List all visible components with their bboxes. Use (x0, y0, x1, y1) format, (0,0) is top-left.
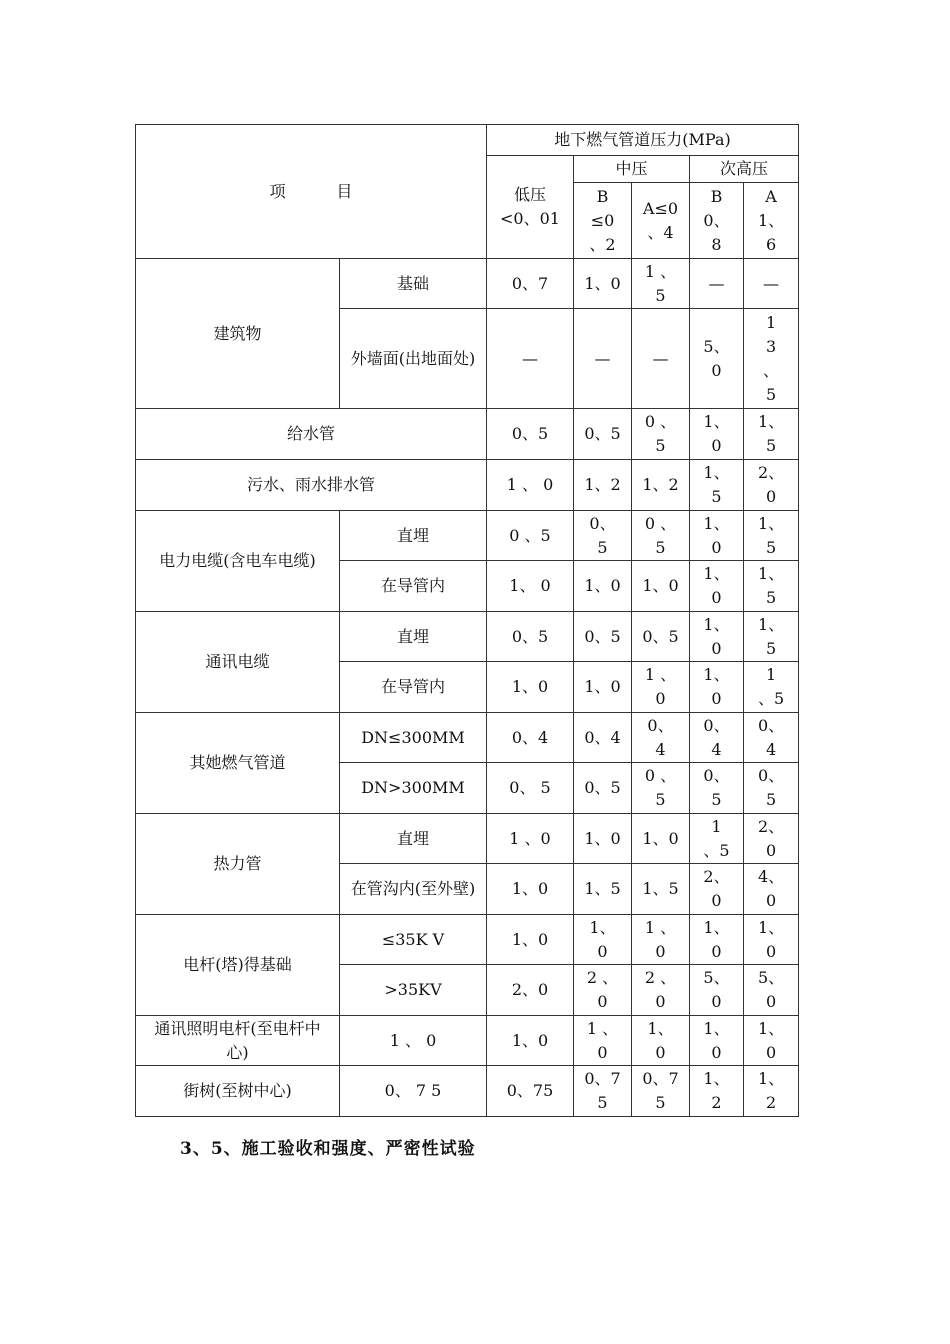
category-cell: 电力电缆(含电车电缆) (136, 511, 340, 612)
value-cell: 2 、 0 (632, 965, 690, 1016)
value-cell: 1、 0 (690, 612, 744, 662)
category-cell: 街树(至树中心) (136, 1066, 340, 1117)
value-cell: 1 、 0 (340, 1016, 487, 1066)
value-cell: 0、5 (487, 612, 574, 662)
value-cell: 0、 5 (487, 763, 574, 814)
value-cell: 1、0 (487, 864, 574, 915)
table-row (136, 814, 799, 864)
value-cell: — (632, 309, 690, 409)
value-cell: 5、 0 (690, 965, 744, 1016)
value-cell: 1 、 0 (632, 915, 690, 965)
category-cell: 通讯照明电杆(至电杆中心) (136, 1016, 340, 1066)
category-cell: 电杆(塔)得基础 (136, 915, 340, 1016)
value-cell: 1、0 (574, 662, 632, 713)
category-cell: 热力管 (136, 814, 340, 915)
value-cell: 0、 5 (744, 763, 799, 814)
value-cell: 0 、 5 (632, 409, 690, 460)
value-cell: 2、 0 (690, 864, 744, 915)
value-cell: 1、 5 (744, 561, 799, 612)
value-cell: 5、 0 (690, 309, 744, 409)
value-cell: 0、 4 (744, 713, 799, 763)
sub-high-b-header: B 0、 8 (690, 183, 744, 259)
value-cell: 1、 0 (487, 561, 574, 612)
clearance-table (135, 124, 799, 1117)
value-cell: 0、 4 (690, 713, 744, 763)
table-row (136, 409, 799, 460)
table-row (136, 612, 799, 662)
value-cell: 1、 0 (690, 409, 744, 460)
value-cell: 2、 0 (744, 460, 799, 511)
value-cell: 0、4 (487, 713, 574, 763)
value-cell: 1、 2 (744, 1066, 799, 1117)
value-cell: 1 、5 (744, 662, 799, 713)
value-cell: 1 、 0 (487, 460, 574, 511)
value-cell: 1 、5 (690, 814, 744, 864)
category-cell: 污水、雨水排水管 (136, 460, 487, 511)
value-cell: 1、0 (487, 1016, 574, 1066)
value-cell: 1、 0 (690, 1016, 744, 1066)
medium-b-header: B ≤0 、2 (574, 183, 632, 259)
value-cell: 2 、 0 (574, 965, 632, 1016)
value-cell: 0、5 (487, 409, 574, 460)
value-cell: 0、 5 (690, 763, 744, 814)
sub-item-cell: DN>300MM (340, 763, 487, 814)
pressure-header: 地下燃气管道压力(MPa) (487, 125, 799, 156)
table-row (136, 460, 799, 511)
value-cell: 4、 0 (744, 864, 799, 915)
table-row (136, 713, 799, 763)
table-row (136, 259, 799, 309)
value-cell: 5、 0 (744, 965, 799, 1016)
sub-item-cell: >35KV (340, 965, 487, 1016)
value-cell: — (574, 309, 632, 409)
sub-item-cell: DN≤300MM (340, 713, 487, 763)
value-cell: 1 、 5 (632, 259, 690, 309)
sub-item-cell: 在导管内 (340, 561, 487, 612)
value-cell: 1、 5 (690, 460, 744, 511)
value-cell: 1、 0 (632, 1016, 690, 1066)
value-cell: 1、0 (632, 561, 690, 612)
sub-item-cell: 直埋 (340, 612, 487, 662)
value-cell: 1、0 (574, 814, 632, 864)
sub-item-cell: 在导管内 (340, 662, 487, 713)
value-cell: 0、 5 (574, 511, 632, 561)
low-pressure-header: 低压 <0、01 (487, 156, 574, 259)
medium-pressure-header: 中压 (574, 156, 690, 183)
value-cell: 1、 5 (744, 511, 799, 561)
sub-item-cell: 直埋 (340, 511, 487, 561)
table-row (136, 511, 799, 561)
sub-item-cell: 基础 (340, 259, 487, 309)
value-cell: 0、5 (574, 763, 632, 814)
value-cell: 1、5 (632, 864, 690, 915)
value-cell: 2、0 (487, 965, 574, 1016)
value-cell: 1、 0 (690, 511, 744, 561)
value-cell: 0、7 (487, 259, 574, 309)
value-cell: 0、 4 (632, 713, 690, 763)
section-heading: 3、5、施工验收和强度、严密性试验 (180, 1139, 476, 1159)
value-cell: 1 、 0 (574, 1016, 632, 1066)
value-cell: 0、5 (574, 409, 632, 460)
value-cell: 1 、 0 (632, 662, 690, 713)
value-cell: — (690, 259, 744, 309)
value-cell: 0 、5 (487, 511, 574, 561)
value-cell: 1、 2 (690, 1066, 744, 1117)
value-cell: 0、5 (632, 612, 690, 662)
value-cell: 0、7 5 (632, 1066, 690, 1117)
value-cell: 1、 5 (744, 612, 799, 662)
sub-item-cell: 在管沟内(至外壁) (340, 864, 487, 915)
value-cell: 0 、 5 (632, 763, 690, 814)
value-cell: 1、 0 (690, 915, 744, 965)
value-cell: 1、 0 (574, 915, 632, 965)
value-cell: 0、7 5 (574, 1066, 632, 1117)
value-cell: 1、 0 (690, 561, 744, 612)
table-row (136, 1066, 799, 1117)
table-row (136, 915, 799, 965)
value-cell: 1、0 (574, 259, 632, 309)
value-cell: 0、5 (574, 612, 632, 662)
value-cell: 1、 0 (744, 915, 799, 965)
value-cell: 0、75 (487, 1066, 574, 1117)
value-cell: 2、 0 (744, 814, 799, 864)
sub-item-cell: ≤35K V (340, 915, 487, 965)
item-header: 项 目 (136, 125, 487, 259)
sub-item-cell: 直埋 (340, 814, 487, 864)
value-cell: 1、0 (487, 662, 574, 713)
value-cell: 0、 7 5 (340, 1066, 487, 1117)
value-cell: 1 、0 (487, 814, 574, 864)
category-cell: 其她燃气管道 (136, 713, 340, 814)
value-cell: 1、0 (632, 814, 690, 864)
table-row (136, 1016, 799, 1066)
sub-high-pressure-header: 次高压 (690, 156, 799, 183)
value-cell: 0 、 5 (632, 511, 690, 561)
category-cell: 给水管 (136, 409, 487, 460)
value-cell: — (744, 259, 799, 309)
value-cell: 1、5 (574, 864, 632, 915)
category-cell: 通讯电缆 (136, 612, 340, 713)
category-cell: 建筑物 (136, 259, 340, 409)
value-cell: 1、 5 (744, 409, 799, 460)
value-cell: 1、2 (632, 460, 690, 511)
value-cell: — (487, 309, 574, 409)
value-cell: 1、 0 (690, 662, 744, 713)
value-cell: 1 3 、 5 (744, 309, 799, 409)
value-cell: 1、2 (574, 460, 632, 511)
value-cell: 1、 0 (744, 1016, 799, 1066)
medium-a-header: A≤0 、4 (632, 183, 690, 259)
sub-item-cell: 外墙面(出地面处) (340, 309, 487, 409)
value-cell: 1、0 (487, 915, 574, 965)
value-cell: 1、0 (574, 561, 632, 612)
sub-high-a-header: A 1、 6 (744, 183, 799, 259)
value-cell: 0、4 (574, 713, 632, 763)
